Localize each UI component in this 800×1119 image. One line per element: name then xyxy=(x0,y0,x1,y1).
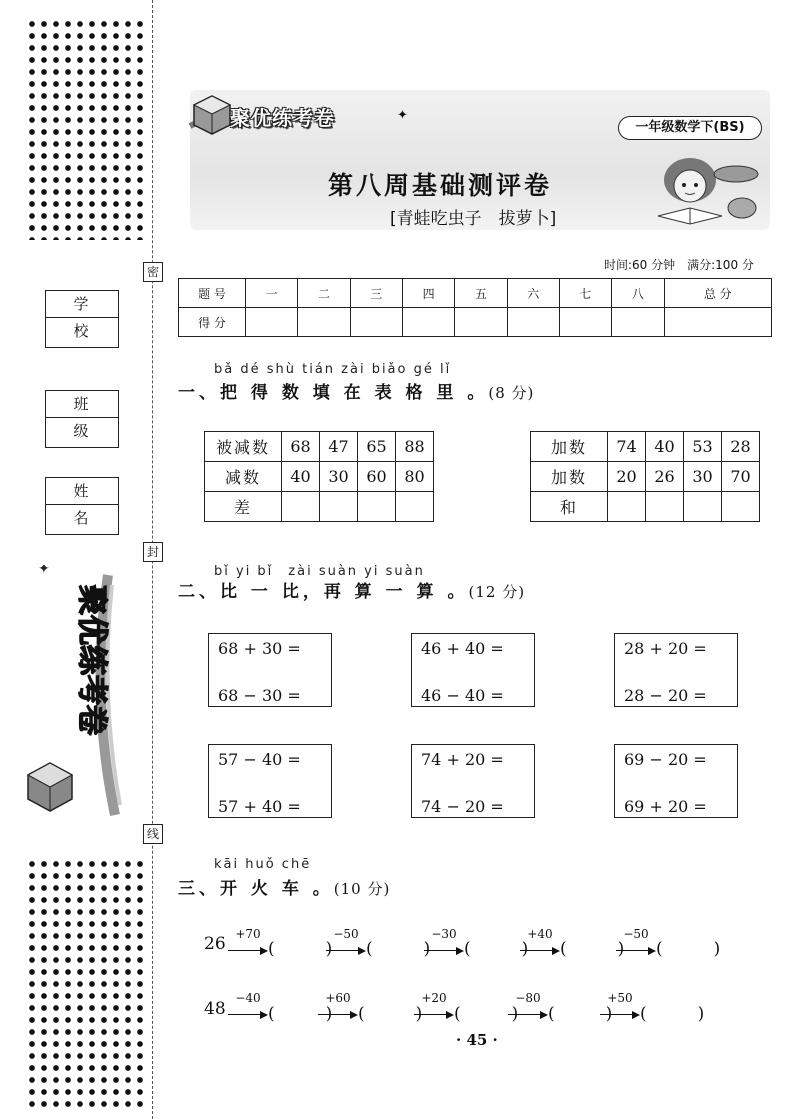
score-input-cell[interactable] xyxy=(559,308,611,337)
answer-blank[interactable]: ( ) xyxy=(268,939,333,959)
train-arrow xyxy=(520,927,560,955)
answer-cell[interactable] xyxy=(320,492,358,522)
table-row xyxy=(531,462,760,492)
value-cell: 20 xyxy=(608,462,646,492)
seal-char-mi: 密 xyxy=(143,262,163,282)
q2-heading-text: 二、比 一 比，再 算 一 算 。 xyxy=(178,582,469,602)
score-entry-row xyxy=(179,308,772,337)
arrow-operation: +70 xyxy=(235,927,261,941)
value-cell: 30 xyxy=(320,462,358,492)
calc-box xyxy=(411,633,535,707)
score-header-cell: 总 分 xyxy=(664,279,772,308)
score-table xyxy=(178,278,772,337)
score-input-cell[interactable] xyxy=(350,308,402,337)
decorative-dot-pattern-bottom xyxy=(26,858,148,1113)
seal-char-xian: 线 xyxy=(143,824,163,844)
calc-box xyxy=(614,633,738,707)
q2-points: (12 分) xyxy=(468,583,526,601)
value-cell: 53 xyxy=(684,432,722,462)
calc-expression[interactable]: 68 − 30 = xyxy=(218,686,301,705)
calc-expression[interactable]: 46 + 40 = xyxy=(421,639,504,658)
train-arrow xyxy=(326,927,366,955)
answer-blank[interactable]: ( ) xyxy=(366,939,431,959)
calc-box xyxy=(208,744,332,818)
class-label: 班 级 xyxy=(46,391,118,418)
q1-points: (8 分) xyxy=(488,384,535,402)
score-header-cell: 三 xyxy=(350,279,402,308)
score-input-cell[interactable] xyxy=(402,308,454,337)
addition-table xyxy=(530,431,760,522)
calc-box xyxy=(614,744,738,818)
reading-girl-illustration xyxy=(650,150,768,234)
calc-expression[interactable]: 69 + 20 = xyxy=(624,797,707,816)
row-label: 差 xyxy=(205,492,282,522)
q3-pinyin: kāi huǒ chē xyxy=(214,857,312,872)
row-label: 减数 xyxy=(205,462,282,492)
score-header-cell: 五 xyxy=(455,279,507,308)
calc-box xyxy=(411,744,535,818)
q3-points: (10 分) xyxy=(333,880,391,898)
answer-blank[interactable]: ( ) xyxy=(656,939,721,959)
row-label: 加数 xyxy=(531,462,608,492)
table-row xyxy=(205,492,434,522)
svg-text:✦: ✦ xyxy=(38,565,50,577)
q1-heading-text: 一、把 得 数 填 在 表 格 里 。 xyxy=(178,383,489,403)
value-cell: 80 xyxy=(396,462,434,492)
class-field[interactable] xyxy=(45,390,124,448)
train-arrow xyxy=(424,927,464,955)
value-cell: 88 xyxy=(396,432,434,462)
vertical-brand-text: 聚优练考卷 xyxy=(74,585,109,735)
answer-blank[interactable]: ( ) xyxy=(268,1004,333,1024)
calc-expression[interactable]: 74 − 20 = xyxy=(421,797,504,816)
time-score-info: 时间:60 分钟 满分:100 分 xyxy=(604,258,754,272)
calc-expression[interactable]: 57 + 40 = xyxy=(218,797,301,816)
row-label: 和 xyxy=(531,492,608,522)
value-cell: 60 xyxy=(358,462,396,492)
value-cell: 26 xyxy=(646,462,684,492)
calc-expression[interactable]: 69 − 20 = xyxy=(624,750,707,769)
answer-cell[interactable] xyxy=(684,492,722,522)
calc-expression[interactable]: 28 + 20 = xyxy=(624,639,707,658)
score-input-cell[interactable] xyxy=(664,308,772,337)
calc-expression[interactable]: 46 − 40 = xyxy=(421,686,504,705)
school-label: 学 校 xyxy=(46,291,118,318)
train-arrow xyxy=(318,991,358,1019)
table-row xyxy=(531,432,760,462)
vertical-brand-logo xyxy=(20,565,130,835)
table-row xyxy=(205,432,434,462)
page-number: · 45 · xyxy=(456,1031,498,1049)
score-input-cell[interactable] xyxy=(507,308,559,337)
value-cell: 70 xyxy=(722,462,760,492)
answer-cell[interactable] xyxy=(722,492,760,522)
value-cell: 65 xyxy=(358,432,396,462)
train-arrow xyxy=(228,991,268,1019)
value-cell: 68 xyxy=(282,432,320,462)
cube-logo-icon xyxy=(188,92,236,144)
table-row xyxy=(205,462,434,492)
answer-cell[interactable] xyxy=(646,492,684,522)
score-header-cell: 六 xyxy=(507,279,559,308)
value-cell: 47 xyxy=(320,432,358,462)
arrow-operation: +60 xyxy=(325,991,351,1005)
score-header-cell: 四 xyxy=(402,279,454,308)
school-field[interactable] xyxy=(45,290,124,348)
value-cell: 40 xyxy=(282,462,320,492)
arrow-operation: −30 xyxy=(431,927,457,941)
grade-badge: 一年级数学下(BS) xyxy=(618,116,762,140)
score-input-cell[interactable] xyxy=(298,308,350,337)
answer-cell[interactable] xyxy=(282,492,320,522)
answer-blank[interactable]: ( ) xyxy=(640,1004,705,1024)
score-header-cell: 一 xyxy=(246,279,298,308)
score-input-cell[interactable] xyxy=(612,308,664,337)
value-cell: 28 xyxy=(722,432,760,462)
answer-blank[interactable]: ( ) xyxy=(358,1004,423,1024)
train-arrow xyxy=(414,991,454,1019)
calc-expression[interactable]: 57 − 40 = xyxy=(218,750,301,769)
subtraction-table xyxy=(204,431,434,522)
row-label: 加数 xyxy=(531,432,608,462)
answer-blank[interactable]: ( ) xyxy=(548,1004,613,1024)
arrow-operation: +50 xyxy=(607,991,633,1005)
calc-expression[interactable]: 74 + 20 = xyxy=(421,750,504,769)
arrow-operation: −80 xyxy=(515,991,541,1005)
calc-expression[interactable]: 68 + 30 = xyxy=(218,639,301,658)
q1-heading xyxy=(178,378,534,403)
q1-pinyin: bǎ dé shù tián zài biǎo gé lǐ xyxy=(214,362,452,377)
table-row xyxy=(531,492,760,522)
arrow-operation: +20 xyxy=(421,991,447,1005)
score-header-cell: 题 号 xyxy=(179,279,246,308)
arrow-operation: +40 xyxy=(527,927,553,941)
answer-blank[interactable]: ( ) xyxy=(464,939,529,959)
score-header-cell: 七 xyxy=(559,279,611,308)
value-cell: 40 xyxy=(646,432,684,462)
arrow-operation: −50 xyxy=(333,927,359,941)
score-row-label: 得 分 xyxy=(179,308,246,337)
answer-cell[interactable] xyxy=(396,492,434,522)
answer-blank[interactable]: ( ) xyxy=(560,939,625,959)
train-start-number: 48 xyxy=(204,999,226,1019)
score-input-cell[interactable] xyxy=(455,308,507,337)
train-arrow xyxy=(616,927,656,955)
train-arrow xyxy=(228,927,268,955)
row-label: 被减数 xyxy=(205,432,282,462)
value-cell: 30 xyxy=(684,462,722,492)
q3-heading xyxy=(178,874,390,899)
q3-heading-text: 三、开 火 车 。 xyxy=(178,879,334,899)
decorative-dot-pattern-top xyxy=(26,18,148,240)
train-start-number: 26 xyxy=(204,934,226,954)
score-input-cell[interactable] xyxy=(246,308,298,337)
score-header-row xyxy=(179,279,772,308)
value-cell: 74 xyxy=(608,432,646,462)
seal-char-feng: 封 xyxy=(143,542,163,562)
q2-pinyin: bǐ yi bǐ zài suàn yi suàn xyxy=(214,564,425,579)
page-subtitle: [青蛙吃虫子 拔萝卜] xyxy=(390,209,557,229)
answer-cell[interactable] xyxy=(358,492,396,522)
answer-cell[interactable] xyxy=(608,492,646,522)
score-header-cell: 二 xyxy=(298,279,350,308)
answer-blank[interactable]: ( ) xyxy=(454,1004,519,1024)
name-field[interactable] xyxy=(45,477,124,535)
calc-expression[interactable]: 28 − 20 = xyxy=(624,686,707,705)
train-arrow xyxy=(600,991,640,1019)
brand-title: 聚优练考卷 xyxy=(230,106,335,130)
score-header-cell: 八 xyxy=(612,279,664,308)
arrow-operation: −50 xyxy=(623,927,649,941)
page-title: 第八周基础测评卷 xyxy=(328,171,553,200)
train-arrow xyxy=(508,991,548,1019)
name-label: 姓 名 xyxy=(46,478,118,505)
arrow-operation: −40 xyxy=(235,991,261,1005)
sparkle-icon: ✦ xyxy=(397,108,408,123)
q2-heading xyxy=(178,577,525,602)
calc-box xyxy=(208,633,332,707)
